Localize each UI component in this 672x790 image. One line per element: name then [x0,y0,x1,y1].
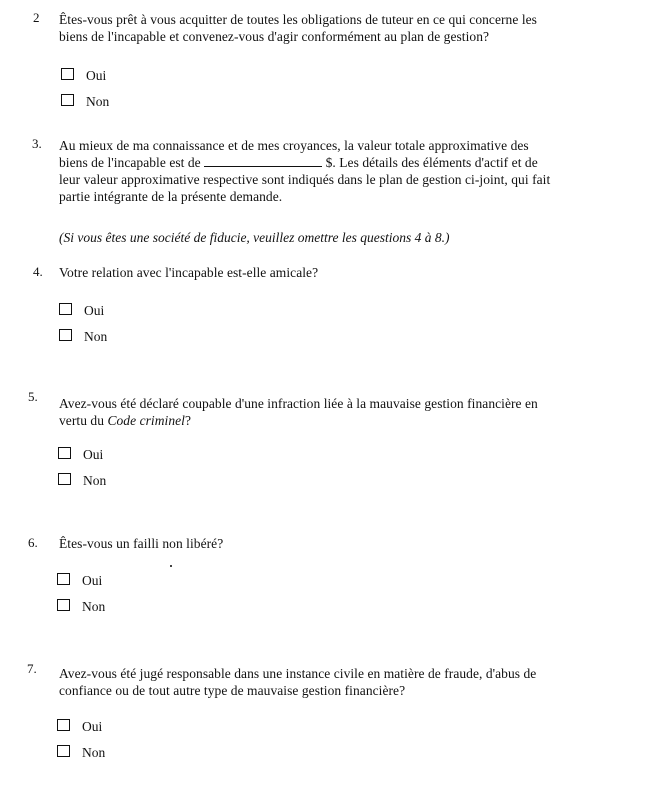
question-line: confiance ou de tout autre type de mauvaise gestion financière? [59,683,406,698]
checkbox[interactable] [57,745,70,757]
question-line: biens de l'incapable et convenez-vous d'agir conformément au plan de gestion? [59,29,490,44]
question-line-part: biens de l'incapable est de [59,155,201,170]
checkbox[interactable] [57,599,70,611]
option-label: Non [84,329,108,344]
option-label: Oui [82,719,103,734]
code-criminel-title: Code criminel [107,413,185,428]
question-number: 4. [33,264,43,279]
question-line: leur valeur approximative respective sont indiqués dans le plan de gestion ci-joint, qui fait [59,172,551,187]
instruction-note: (Si vous êtes une société de fiducie, veuillez omettre les questions 4 à 8.) [59,230,450,245]
checkbox[interactable] [59,303,72,315]
question-line: Avez-vous été déclaré coupable d'une infraction liée à la mauvaise gestion financière en [59,396,538,411]
checkbox[interactable] [61,68,74,80]
question-line: Votre relation avec l'incapable est-elle amicale? [59,265,319,280]
question-number: 6. [28,535,38,550]
question-line-part: $. Les détails des éléments d'actif et de [325,155,538,170]
checkbox[interactable] [59,329,72,341]
question-line [59,154,639,171]
question-line: Êtes-vous prêt à vous acquitter de toutes les obligations de tuteur en ce qui concerne les [59,12,537,27]
question-line: Êtes-vous un failli non libéré? [59,536,224,551]
checkbox[interactable] [58,473,71,485]
value-blank[interactable] [204,154,322,167]
question-text [59,137,639,205]
option-label: Oui [83,447,104,462]
checkbox[interactable] [57,719,70,731]
checkbox[interactable] [57,573,70,585]
option-label: Oui [86,68,107,83]
option-label: Non [86,94,110,109]
question-text [59,535,639,552]
question-number: 2 [33,10,40,25]
question-text [59,665,639,699]
question-line-part: vertu du [59,413,105,428]
question-text [59,395,639,429]
question-text [59,264,639,281]
question-line: Avez-vous été jugé responsable dans une instance civile en matière de fraude, d'abus de [59,666,537,681]
question-line: partie intégrante de la présente demande. [59,189,283,204]
question-line-part: ? [184,413,192,428]
checkbox[interactable] [58,447,71,459]
option-label: Non [83,473,107,488]
question-number: 7. [27,661,37,676]
question-number: 5. [28,389,38,404]
stray-mark [170,565,172,567]
question-line [59,412,639,429]
option-label: Oui [82,573,103,588]
option-label: Non [82,745,106,760]
question-text [59,11,639,45]
question-number: 3. [32,136,42,151]
option-label: Non [82,599,106,614]
option-label: Oui [84,303,105,318]
checkbox[interactable] [61,94,74,106]
question-line: Au mieux de ma connaissance et de mes croyances, la valeur totale approximative des [59,138,529,153]
